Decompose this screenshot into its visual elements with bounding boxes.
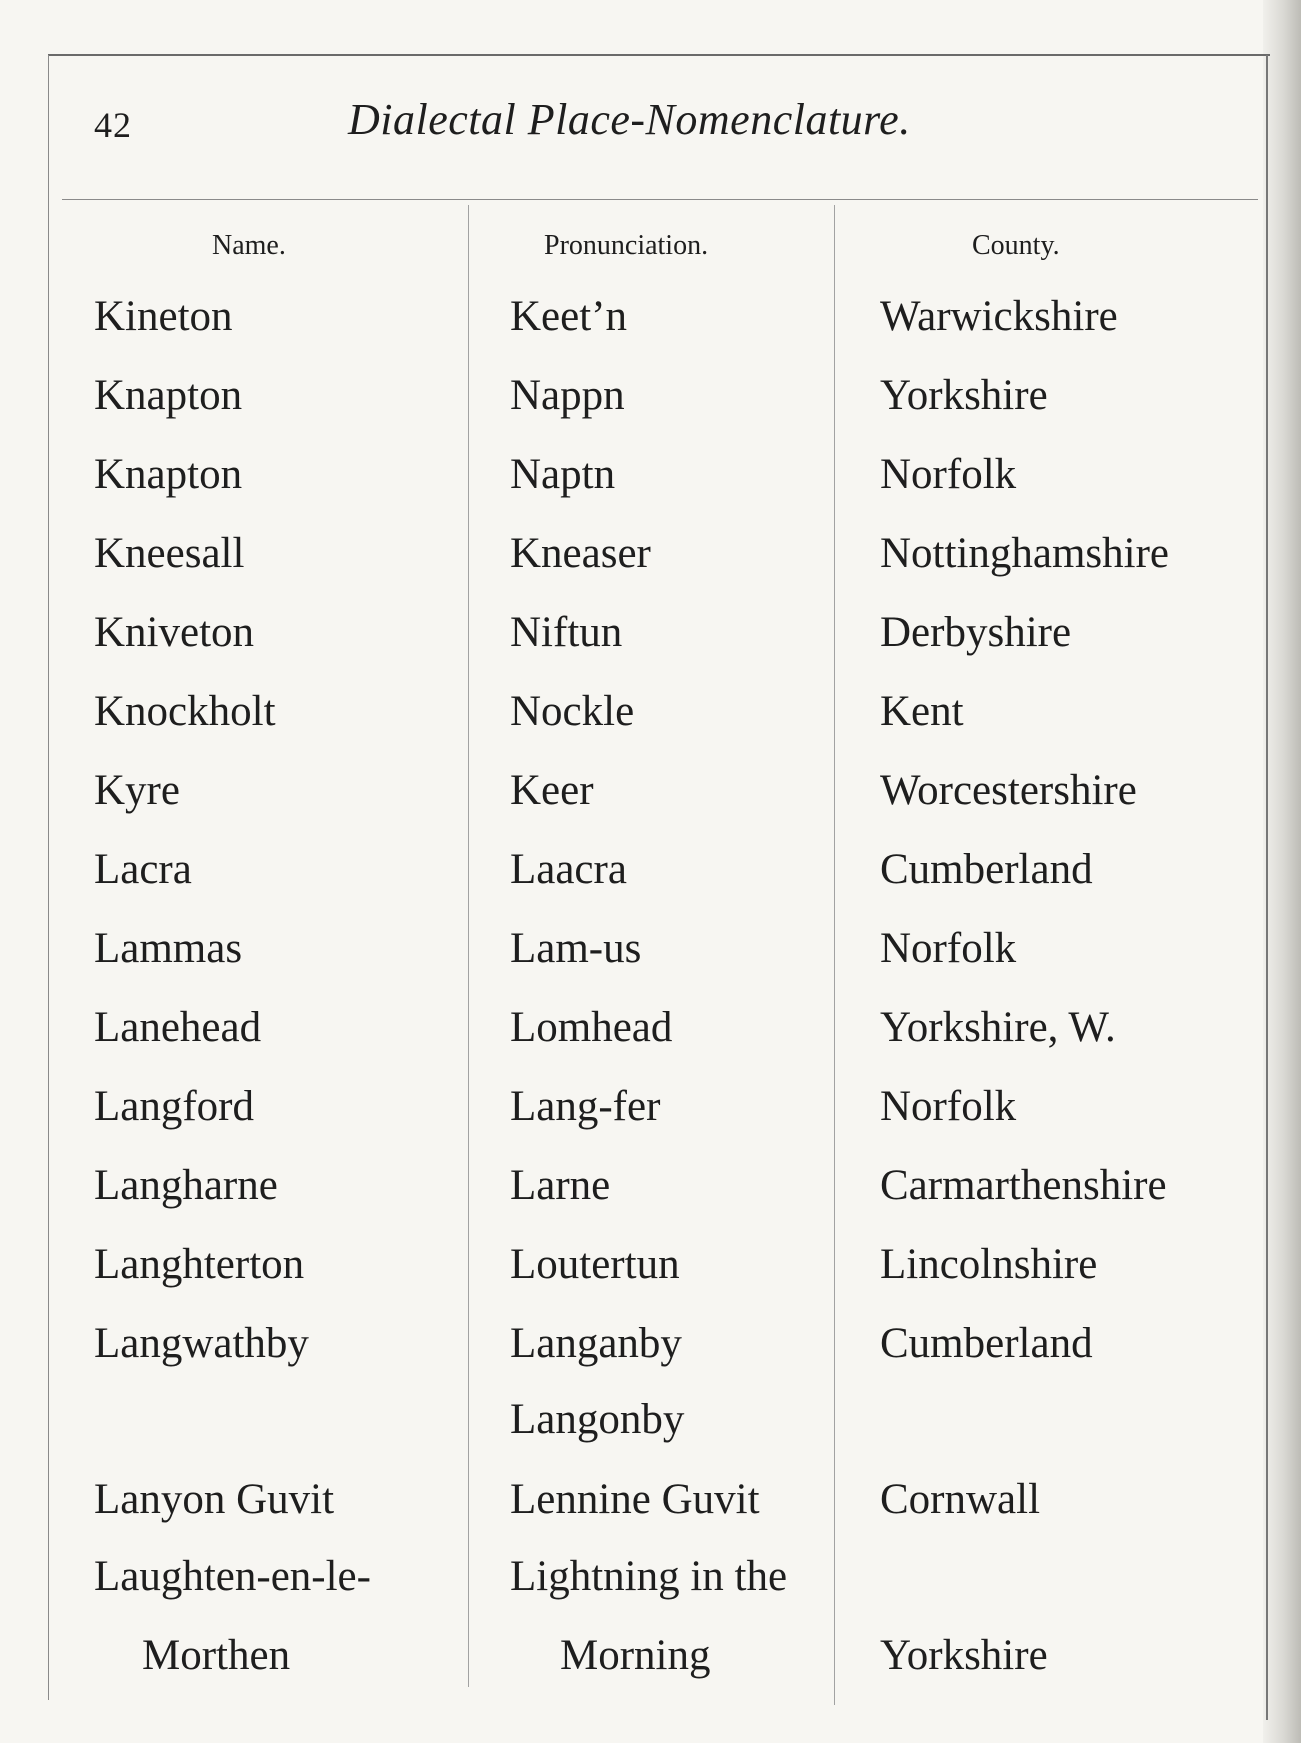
- table-cell-county: Warwickshire: [880, 293, 1118, 340]
- table-cell-name: Lacra: [94, 846, 192, 893]
- column-header-pronunciation: Pronunciation.: [544, 230, 709, 261]
- table-cell-county: Yorkshire: [880, 1632, 1048, 1679]
- table-cell-county: Worcestershire: [880, 767, 1137, 814]
- header-rule: [62, 199, 1258, 200]
- table-cell-name: Lanyon Guvit: [94, 1476, 335, 1523]
- column-divider-2: [834, 205, 835, 1705]
- page-edge-shadow: [1263, 0, 1301, 1743]
- column-header-name: Name.: [212, 230, 286, 261]
- table-cell-name: Kineton: [94, 293, 233, 340]
- table-cell-pronunciation: Lang-fer: [510, 1083, 661, 1130]
- table-cell-county: Carmarthenshire: [880, 1162, 1167, 1209]
- table-cell-name: Langford: [94, 1083, 254, 1130]
- table-cell-name: Kniveton: [94, 609, 255, 656]
- frame-top-rule: [48, 54, 1270, 56]
- table-cell-pronunciation: Keer: [510, 767, 594, 814]
- table-cell-pronunciation: Nockle: [510, 688, 635, 735]
- table-cell-name: Kneesall: [94, 530, 245, 577]
- table-cell-county: Cornwall: [880, 1476, 1041, 1523]
- table-cell-name: Laughten-en-le-: [94, 1553, 371, 1600]
- table-cell-county: Norfolk: [880, 925, 1017, 972]
- table-cell-pronunciation: Naptn: [510, 451, 616, 498]
- table-cell-name: Langhterton: [94, 1241, 305, 1288]
- table-cell-pronunciation: Lennine Guvit: [510, 1476, 760, 1523]
- column-header-county: County.: [972, 230, 1060, 261]
- table-cell-county: Yorkshire, W.: [880, 1004, 1116, 1051]
- column-divider-1: [468, 205, 469, 1687]
- frame-left-rule: [48, 55, 49, 1700]
- table-cell-pronunciation: Lam-us: [510, 925, 642, 972]
- frame-right-rule: [1266, 55, 1268, 1720]
- table-cell-name: Lammas: [94, 925, 243, 972]
- table-cell-pronunciation: Lightning in the: [510, 1553, 788, 1600]
- table-cell-pronunciation: Kneaser: [510, 530, 651, 577]
- table-cell-name: Lanehead: [94, 1004, 262, 1051]
- table-cell-name: Knapton: [94, 372, 243, 419]
- table-cell-county: Kent: [880, 688, 964, 735]
- table-cell-name: Kyre: [94, 767, 180, 814]
- table-cell-county: Cumberland: [880, 1320, 1093, 1367]
- table-cell-name: Knockholt: [94, 688, 276, 735]
- table-cell-county: Derbyshire: [880, 609, 1072, 656]
- table-cell-pronunciation: Niftun: [510, 609, 623, 656]
- table-cell-county: Nottinghamshire: [880, 530, 1170, 577]
- table-cell-name: Langharne: [94, 1162, 278, 1209]
- table-cell-name: Morthen: [142, 1632, 291, 1679]
- table-cell-pronunciation: Larne: [510, 1162, 611, 1209]
- table-cell-pronunciation: Nappn: [510, 372, 625, 419]
- table-cell-pronunciation: Lomhead: [510, 1004, 673, 1051]
- table-cell-county: Lincolnshire: [880, 1241, 1098, 1288]
- table-cell-name: Langwathby: [94, 1320, 309, 1367]
- table-cell-pronunciation: Langanby: [510, 1320, 682, 1367]
- table-cell-county: Norfolk: [880, 1083, 1017, 1130]
- table-cell-pronunciation: Morning: [560, 1632, 711, 1679]
- running-title: Dialectal Place-Nomenclature.: [348, 95, 911, 144]
- table-cell-name: Knapton: [94, 451, 243, 498]
- table-cell-pronunciation: Laacra: [510, 846, 627, 893]
- table-cell-pronunciation: Loutertun: [510, 1241, 680, 1288]
- table-cell-county: Yorkshire: [880, 372, 1048, 419]
- table-cell-pronunciation: Langonby: [510, 1396, 685, 1443]
- page-number: 42: [94, 105, 132, 145]
- table-cell-pronunciation: Keet’n: [510, 293, 627, 340]
- table-cell-county: Norfolk: [880, 451, 1017, 498]
- table-cell-county: Cumberland: [880, 846, 1093, 893]
